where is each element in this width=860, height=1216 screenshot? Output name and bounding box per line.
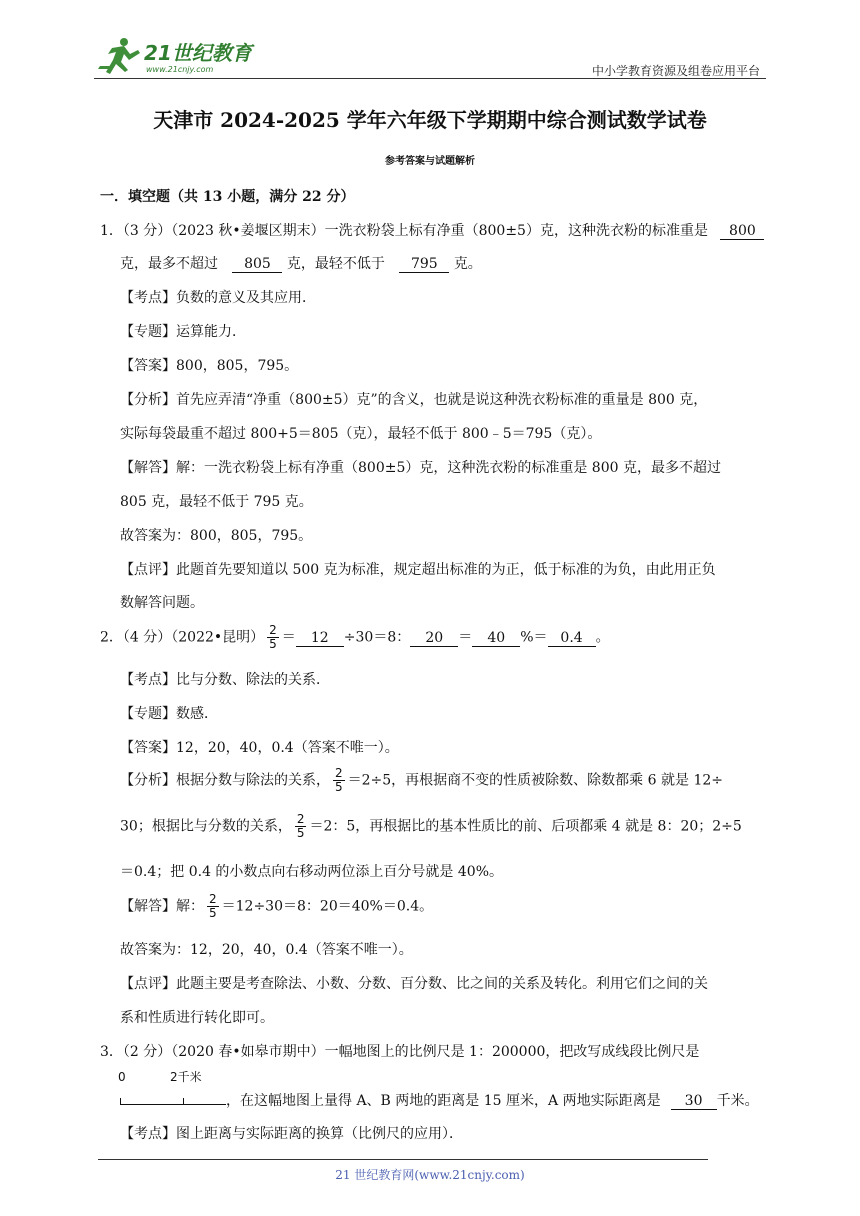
document-title: 天津市 2024-2025 学年六年级下学期期中综合测试数学试卷 (153, 108, 707, 132)
q2-answer-blank-1: 12 (296, 630, 344, 647)
q2-final-answer: 故答案为：12，20，40，0.4（答案不唯一）。 (120, 942, 413, 958)
q2-kaodian: 【考点】比与分数、除法的关系． (120, 672, 330, 688)
header-divider (94, 78, 766, 79)
svg-text:www.21cnjy.com: www.21cnjy.com (146, 65, 214, 74)
q1-answer-blank-3: 795 (399, 256, 449, 273)
page-header (94, 36, 766, 80)
q2-solution: 【解答】解： $\frac{2}{5}$ ＝12÷30＝8：20＝40%＝0.4。 (120, 892, 434, 920)
q1-stem: 1．（3 分）（2023 秋•姜堰区期末）一洗衣粉袋上标有净重（800±5）克，这种洗衣粉的标准重是 (100, 223, 708, 239)
q1-solution-2: 805 克，最轻不低于 795 克。 (120, 494, 313, 510)
q1-text: 克。 (453, 256, 482, 272)
document-subtitle: 参考答案与试题解析 (385, 156, 475, 167)
fraction: $\frac{2}{5}$ (335, 766, 343, 794)
footer-divider (98, 1159, 708, 1160)
q1-zhuanti: 【专题】运算能力． (120, 324, 246, 340)
q1-answer-blank-1: 800 (720, 223, 764, 240)
q2-zhuanti: 【专题】数感． (120, 706, 218, 722)
q1-answer: 【答案】800，805，795。 (120, 358, 299, 374)
q3-kaodian: 【考点】图上距离与实际距离的换算（比例尺的应用）． (120, 1126, 463, 1142)
q1-analysis-2: 实际每袋最重不超过 800+5＝805（克），最轻不低于 800﹣5＝795（克）。 (120, 426, 602, 442)
scale-label-km: 2千米 (170, 1070, 202, 1084)
q2-analysis-1: 【分析】根据分数与除法的关系， $\frac{2}{5}$ ＝2÷5，再根据商不变的性质被除数、除数都乘 6 就是 12÷ (120, 766, 723, 794)
q2-answer-blank-3: 40 (472, 630, 520, 647)
q2-analysis-2: 30；根据比与分数的关系， $\frac{2}{5}$ ＝2：5，再根据比的基本性质比的前、后项都乘 4 就是 8：20；2÷5 (120, 812, 742, 840)
q2-line-1: 2．（4 分）（2022•昆明） $\frac{2}{5}$ ＝ 12 ÷30＝8： 20 ＝ 40 %＝ 0.4 。 (100, 623, 610, 651)
q3-answer-blank-1: 30 (671, 1093, 717, 1110)
q1-final-answer: 故答案为：800，805，795。 (120, 528, 313, 544)
q1-line-1 (100, 220, 764, 240)
q1-comment-2: 数解答问题。 (120, 595, 204, 611)
q1-solution-1: 【解答】解：一洗衣粉袋上标有净重（800±5）克，这种洗衣粉的标准重是 800 克，最多不超过 (120, 460, 721, 476)
fraction: $\frac{2}{5}$ (209, 892, 217, 920)
q1-kaodian: 【考点】负数的意义及其应用． (120, 290, 316, 306)
q2-answer: 【答案】12，20，40，0.4（答案不唯一）。 (120, 740, 399, 756)
scale-label-zero: 0 (118, 1070, 126, 1084)
q1-answer-blank-2: 805 (232, 256, 282, 273)
q1-text: 克，最多不超过 (120, 256, 218, 272)
q2-stem: 2．（4 分）（2022•昆明） (100, 629, 265, 646)
q2-analysis-3: ＝0.4；把 0.4 的小数点向右移动两位添上百分号就是 40%。 (120, 864, 503, 880)
q2-answer-blank-2: 20 (410, 630, 458, 647)
q1-text: 克，最轻不低于 (286, 256, 385, 272)
q2-comment-1: 【点评】此题主要是考查除法、小数、分数、百分数、比之间的关系及转化。利用它们之间的关 (120, 976, 708, 992)
q1-comment-1: 【点评】此题首先要知道以 500 克为标准，规定超出标准的为正，低于标准的为负，由此用正负 (120, 562, 716, 578)
q3-line-1: 3．（2 分）（2020 春•如皋市期中）一幅地图上的比例尺是 1：200000，把改写成线段比例尺是 (100, 1044, 700, 1060)
q1-analysis-1: 【分析】首先应弄清“净重（800±5）克”的含义，也就是说这种洗衣粉标准的重量是 800 克， (120, 392, 708, 408)
q3-scale-underline (120, 1104, 226, 1105)
svg-text:21世纪教育: 21世纪教育 (144, 41, 252, 65)
page-footer: 21 世纪教育网(www.21cnjy.com) (335, 1168, 525, 1182)
platform-name: 中小学教育资源及组卷应用平台 (591, 64, 760, 78)
fraction: $\frac{2}{5}$ (296, 812, 305, 840)
q3-line-2: ，在这幅地图上量得 A、B 两地的距离是 15 厘米，A 两地实际距离是 30 千米。 (120, 1090, 759, 1110)
fraction: $\frac{2}{5}$ (269, 623, 277, 651)
section-heading: 一．填空题（共 13 小题，满分 22 分） (100, 189, 355, 205)
q1-line-2 (120, 253, 482, 273)
site-logo (94, 36, 264, 76)
q2-answer-blank-4: 0.4 (548, 630, 596, 647)
q2-comment-2: 系和性质进行转化即可。 (120, 1010, 274, 1026)
